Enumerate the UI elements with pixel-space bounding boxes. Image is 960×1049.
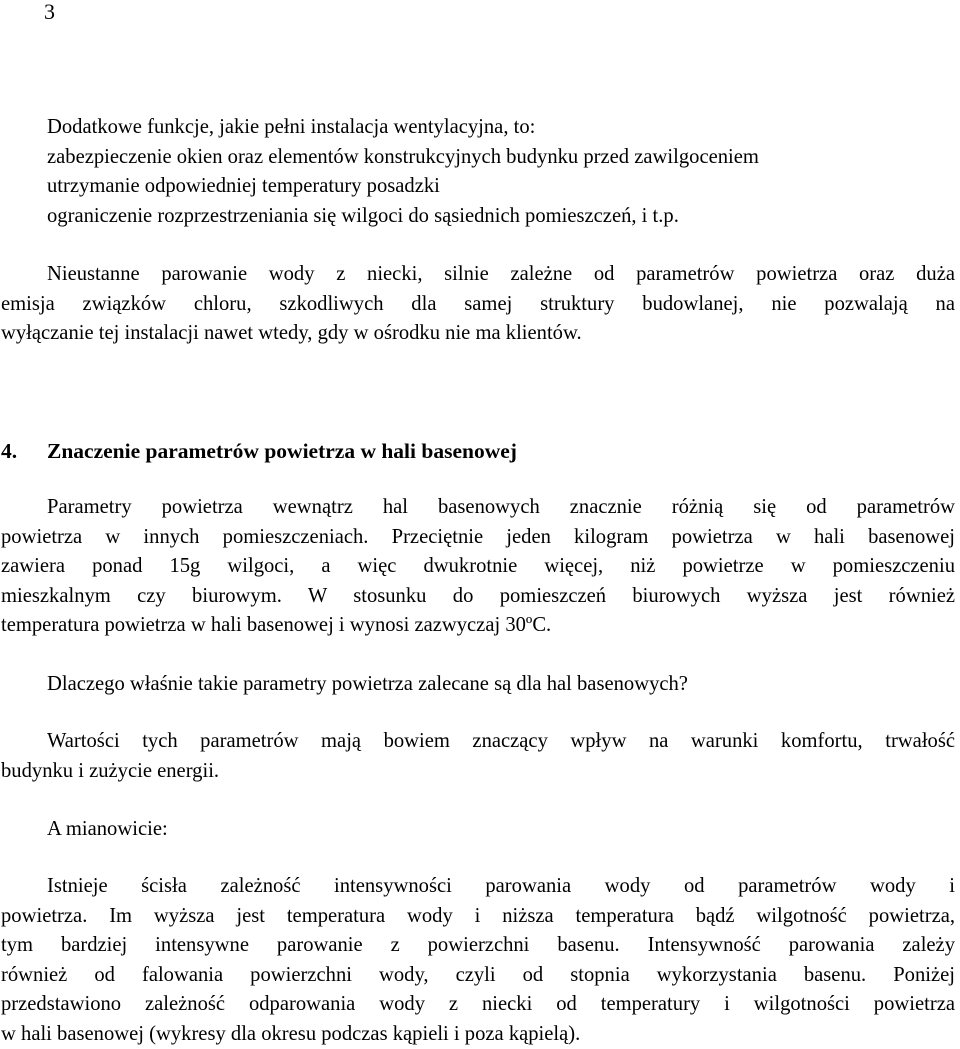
answer-paragraph bbox=[1, 727, 955, 786]
paragraph-line: Istnieje ścisła zależność intensywności parowania wody od parametrów wody i bbox=[1, 872, 955, 902]
parameters-paragraph bbox=[1, 493, 955, 641]
paragraph-line: w hali basenowej (wykresy dla okresu podczas kąpieli i poza kąpielą). bbox=[1, 1020, 955, 1049]
paragraph-line: Parametry powietrza wewnątrz hal basenowych znacznie różnią się od parametrów bbox=[1, 493, 955, 523]
paragraph-line: Nieustanne parowanie wody z niecki, silnie zależne od parametrów powietrza oraz duża bbox=[1, 260, 955, 290]
functions-item: ograniczenie rozprzestrzeniania się wilgoci do sąsiednich pomieszczeń, i t.p. bbox=[1, 202, 955, 232]
functions-intro-line: Dodatkowe funkcje, jakie pełni instalacja wentylacyjna, to: bbox=[1, 113, 955, 143]
functions-item: utrzymanie odpowiedniej temperatury posadzki bbox=[1, 172, 955, 202]
paragraph-line: przedstawiono zależność odparowania wody z niecki od temperatury i wilgotności powietrza bbox=[1, 990, 955, 1020]
paragraph-line: budynku i zużycie energii. bbox=[1, 757, 955, 787]
namely-line: A mianowicie: bbox=[1, 815, 955, 845]
paragraph-line: mieszkalnym czy biurowym. W stosunku do pomieszczeń biurowych wyższa jest również bbox=[1, 582, 955, 612]
question-paragraph bbox=[1, 670, 955, 700]
question-line: Dlaczego właśnie takie parametry powietrza zalecane są dla hal basenowych? bbox=[1, 670, 955, 700]
paragraph-line: Wartości tych parametrów mają bowiem znaczący wpływ na warunki komfortu, trwałość bbox=[1, 727, 955, 757]
paragraph-line: również od falowania powierzchni wody, czyli od stopnia wykorzystania basenu. Poniżej bbox=[1, 961, 955, 991]
page-number: 3 bbox=[44, 0, 55, 26]
paragraph-line: wyłączanie tej instalacji nawet wtedy, gdy w ośrodku nie ma klientów. bbox=[1, 319, 955, 349]
paragraph-line: powietrza w innych pomieszczeniach. Przeciętnie jeden kilogram powietrza w hali basenowej bbox=[1, 523, 955, 553]
paragraph-line: emisja związków chloru, szkodliwych dla samej struktury budowlanej, nie pozwalają na bbox=[1, 290, 955, 320]
namely-paragraph bbox=[1, 815, 955, 845]
section-title: Znaczenie parametrów powietrza w hali basenowej bbox=[47, 439, 517, 463]
dependency-paragraph bbox=[1, 872, 955, 1049]
paragraph-line: powietrza. Im wyższa jest temperatura wody i niższa temperatura bądź wilgotność powietrza, bbox=[1, 902, 955, 932]
evaporation-paragraph bbox=[1, 260, 955, 349]
paragraph-line: tym bardziej intensywne parowanie z powierzchni basenu. Intensywność parowania zależy bbox=[1, 931, 955, 961]
functions-item: zabezpieczenie okien oraz elementów konstrukcyjnych budynku przed zawilgoceniem bbox=[1, 143, 955, 173]
paragraph-line: zawiera ponad 15g wilgoci, a więc dwukrotnie więcej, niż powietrze w pomieszczeniu bbox=[1, 552, 955, 582]
paragraph-line: temperatura powietrza w hali basenowej i wynosi zazwyczaj 30ºC. bbox=[1, 611, 955, 641]
section-number: 4. bbox=[1, 436, 47, 466]
functions-block bbox=[1, 113, 955, 231]
section-heading bbox=[1, 436, 517, 466]
